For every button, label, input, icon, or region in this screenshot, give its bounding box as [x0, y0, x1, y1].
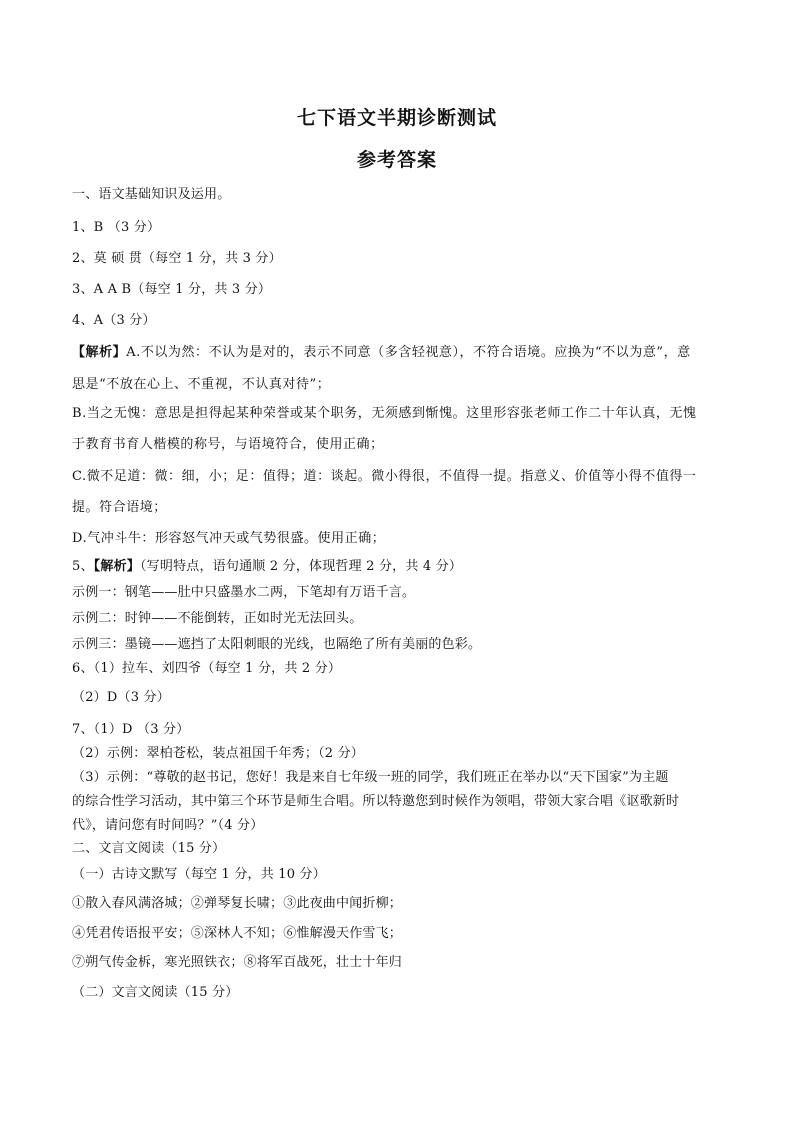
question-number: 5、 [72, 559, 94, 574]
analysis-label: 【解析】 [93, 559, 140, 574]
answer-line: ⑦朔气传金柝，寒光照铁衣；⑧将军百战死，壮士十年归 [72, 955, 403, 970]
answer-line: （2）D（3 分） [72, 690, 170, 705]
analysis-line: C.微不足道：微：细，小；足：值得；道：谈起。微小得很，不值得一提。指意义、价值等小得不值得一 [72, 469, 697, 484]
example-line: 示例三：墨镜——遮挡了太阳刺眼的光线，也隔绝了所有美丽的色彩。 [72, 637, 482, 652]
question-text: （写明特点，语句通顺 2 分，体现哲理 2 分，共 4 分） [139, 559, 463, 574]
analysis-line: B.当之无愧：意思是担得起某种荣誉或某个职务，无须感到惭愧。这里形容张老师工作二十年认真，无愧 [72, 406, 697, 421]
answer-line: 的综合性学习活动，其中第三个环节是师生合唱。所以特邀您到时候作为领唱，带领大家合唱《讴歌新时 [72, 794, 680, 809]
analysis-line [72, 345, 691, 361]
question-5-line [72, 559, 462, 575]
answer-line: 2、莫 硕 贯（每空 1 分，共 3 分） [72, 251, 282, 266]
answer-line: 代》，请问您有时间吗？”（4 分） [72, 818, 264, 833]
analysis-line: 思是“不放在心上、不重视，不认真对待”； [72, 377, 331, 392]
answer-line: 7、（1）D （3 分） [72, 722, 190, 737]
analysis-label: 【解析】 [72, 345, 127, 360]
page-subtitle: 参考答案 [356, 149, 437, 171]
page-title: 七下语文半期诊断测试 [296, 107, 497, 129]
answer-line: （2）示例：翠柏苍松，装点祖国千年秀；（2 分） [72, 746, 364, 761]
analysis-line: D.气冲斗牛：形容怒气冲天或气势很盛。使用正确； [72, 531, 386, 546]
answer-line: 1、B （3 分） [72, 220, 161, 235]
analysis-text: A.不以为然：不认为是对的，表示不同意（多含轻视意），不符合语境。应换为“不以为意”，意 [126, 345, 691, 360]
subsection-heading: （一）古诗文默写（每空 1 分，共 10 分） [72, 867, 326, 882]
subsection-heading: （二）文言文阅读（15 分） [72, 985, 239, 1000]
answer-line: ①散入春风满洛城；②弹琴复长啸；③此夜曲中闻折柳； [72, 896, 403, 911]
example-line: 示例一：钢笔——肚中只盛墨水二两，下笔却有万语千言。 [72, 585, 416, 600]
analysis-line: 提。符合语境； [72, 500, 167, 515]
answer-line: （3）示例：“尊敬的赵书记，您好！我是来自七年级一班的同学，我们班正在举办以“天下国家”为主题 [72, 770, 669, 785]
analysis-line: 于教育书育人楷模的称号，与语境符合，使用正确； [72, 437, 384, 452]
section-heading: 一、语文基础知识及运用。 [72, 187, 231, 202]
example-line: 示例二：时钟——不能倒转，正如时光无法回头。 [72, 611, 363, 626]
answer-line: 3、A A B（每空 1 分，共 3 分） [72, 282, 272, 297]
answer-line: 4、A（3 分） [72, 313, 156, 328]
section-heading: 二、文言文阅读（15 分） [72, 841, 226, 856]
answer-line: ④凭君传语报平安；⑤深林人不知；⑥惟解漫天作雪飞； [72, 926, 403, 941]
answer-line: 6、（1）拉车、刘四爷（每空 1 分，共 2 分） [72, 661, 342, 676]
